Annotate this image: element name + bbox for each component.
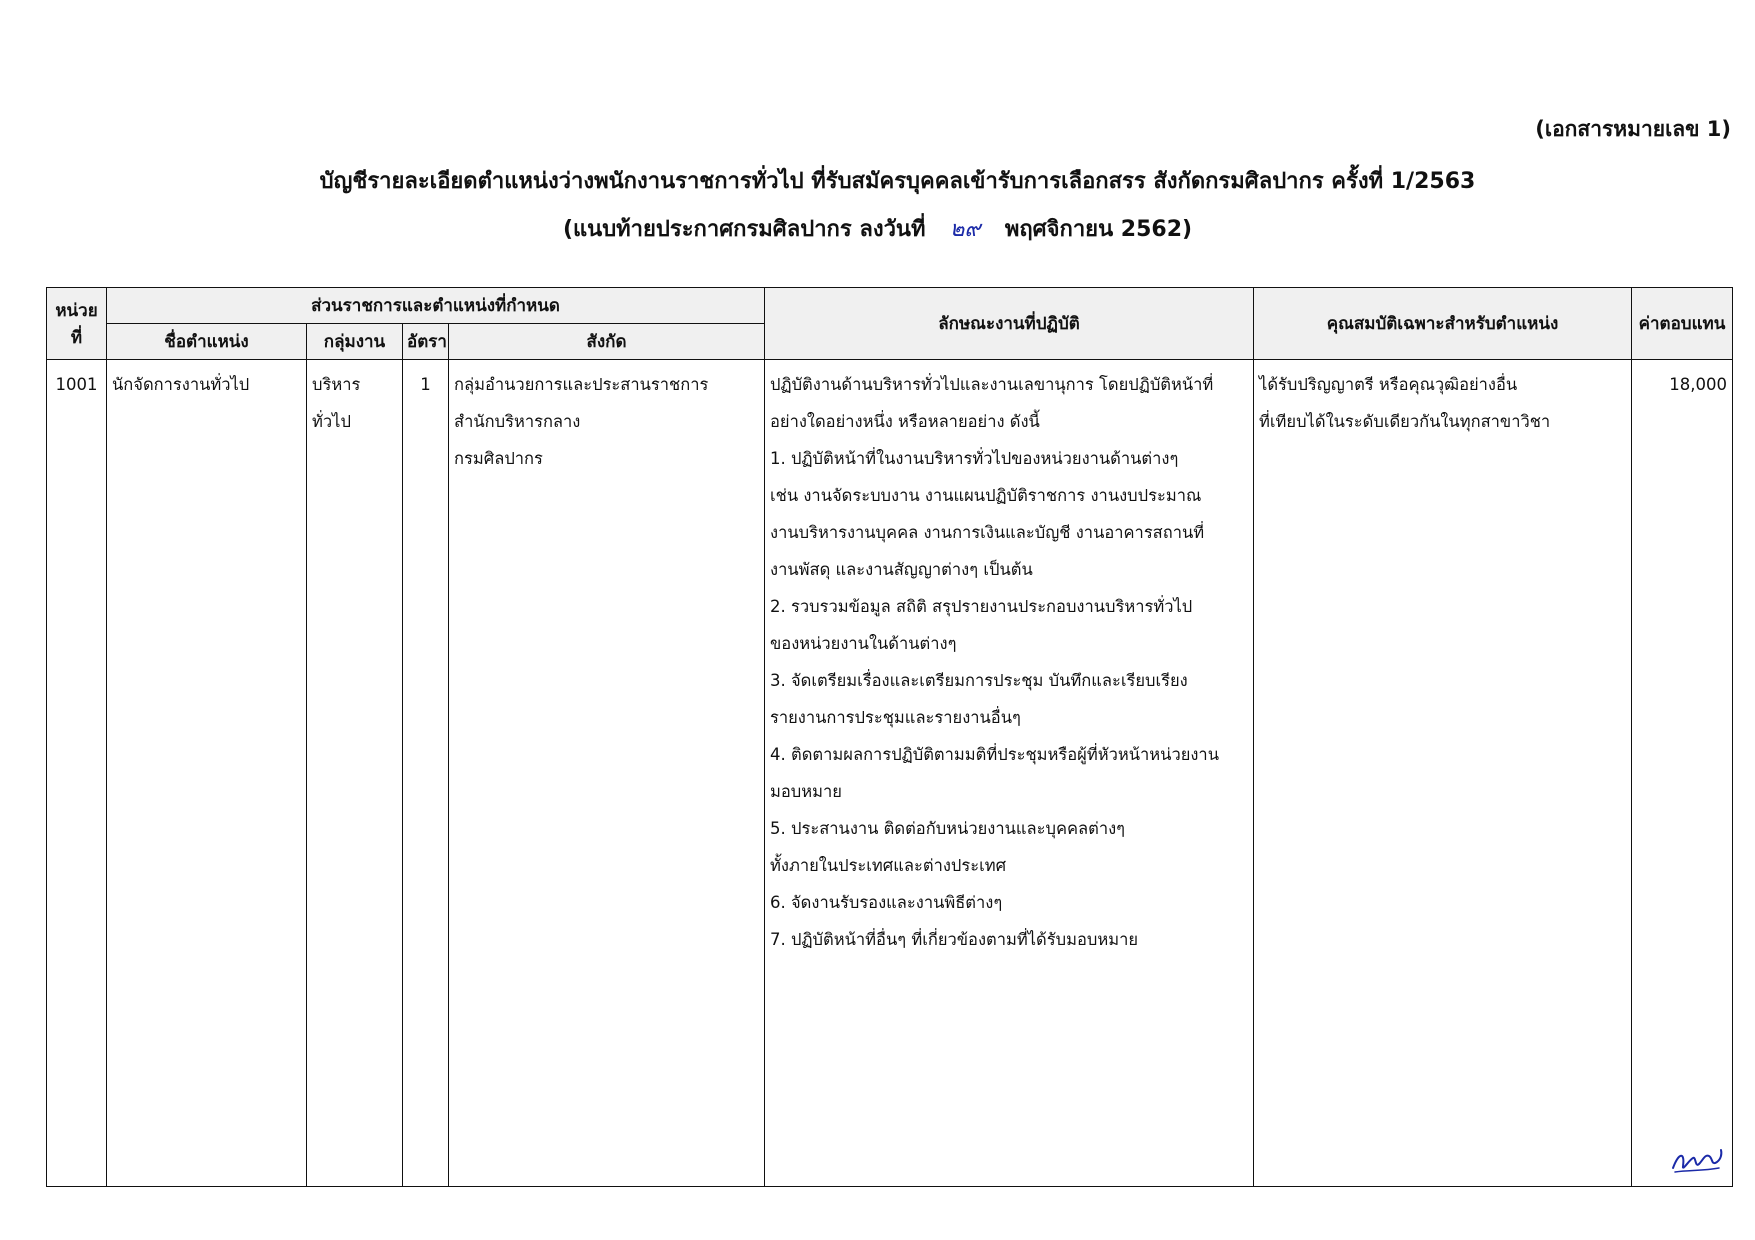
affiliation-line: กรมศิลปากร	[454, 449, 543, 468]
subtitle-suffix: พฤศจิกายน 2562)	[1004, 217, 1193, 242]
table-row	[47, 360, 1733, 1187]
duty-line: 5. ประสานงาน ติดต่อกับหน่วยงานและบุคคลต่างๆ	[770, 819, 1126, 838]
header-group: ส่วนราชการและตำแหน่งที่กำหนด	[107, 288, 765, 324]
duty-line: 4. ติดตามผลการปฏิบัติตามมติที่ประชุมหรือผู้ที่หัวหน้าหน่วยงาน	[770, 745, 1219, 764]
subtitle-prefix: (แนบท้ายประกาศกรมศิลปากร ลงวันที่	[562, 217, 926, 242]
duty-line: เช่น งานจัดระบบงาน งานแผนปฏิบัติราชการ งานงบประมาณ	[770, 486, 1202, 505]
qualifications-cell	[1254, 360, 1632, 1187]
duty-line: อย่างใดอย่างหนึ่ง หรือหลายอย่าง ดังนี้	[770, 412, 1040, 431]
header-affiliation: สังกัด	[449, 324, 765, 360]
duty-line: งานพัสดุ และงานสัญญาต่างๆ เป็นต้น	[770, 560, 1033, 579]
duty-line: งานบริหารงานบุคคล งานการเงินและบัญชี งานอาคารสถานที่	[770, 523, 1205, 542]
qualification-line: ที่เทียบได้ในระดับเดียวกันในทุกสาขาวิชา	[1259, 412, 1551, 431]
duty-line: ทั้งภายในประเทศและต่างประเทศ	[770, 856, 1007, 875]
header-unit-line2: ที่	[70, 327, 83, 348]
handwritten-day: ๒๙	[949, 217, 981, 242]
duty-line: 2. รวบรวมข้อมูล สถิติ สรุปรายงานประกอบงานบริหารทั่วไป	[770, 597, 1193, 616]
compensation-amount: 18,000	[1632, 360, 1733, 1187]
duty-line: 7. ปฏิบัติหน้าที่อื่นๆ ที่เกี่ยวข้องตามที่ได้รับมอบหมาย	[770, 930, 1139, 949]
duty-line: ปฏิบัติงานด้านบริหารทั่วไปและงานเลขานุการ โดยปฏิบัติหน้าที่	[770, 375, 1214, 394]
position-name: นักจัดการงานทั่วไป	[107, 360, 307, 1187]
duty-line: 1. ปฏิบัติหน้าที่ในงานบริหารทั่วไปของหน่วยงานด้านต่างๆ	[770, 449, 1179, 468]
affiliation-line: สำนักบริหารกลาง	[454, 412, 581, 431]
unit-number: 1001	[47, 360, 107, 1187]
page-subtitle	[0, 211, 1755, 246]
duty-line: 6. จัดงานรับรองและงานพิธีต่างๆ	[770, 893, 1003, 912]
header-position: ชื่อตำแหน่ง	[107, 324, 307, 360]
affiliation-line: กลุ่มอำนวยการและประสานราชการ	[454, 375, 709, 394]
duty-line: รายงานการประชุมและรายงานอื่นๆ	[770, 708, 1021, 727]
header-unit-line1: หน่วย	[55, 300, 98, 321]
vacancy-table	[46, 287, 1733, 1187]
work-group: บริหารทั่วไป	[307, 360, 403, 1187]
header-unit	[47, 288, 107, 360]
affiliation-cell	[449, 360, 765, 1187]
header-compensation: ค่าตอบแทน	[1632, 288, 1733, 360]
header-rate: อัตรา	[403, 324, 449, 360]
position-rate: 1	[403, 360, 449, 1187]
header-work-group: กลุ่มงาน	[307, 324, 403, 360]
page-title: บัญชีรายละเอียดตำแหน่งว่างพนักงานราชการทั่วไป ที่รับสมัครบุคคลเข้ารับการเลือกสรร สังกัดกรมศิลปากร ครั้งที่ 1/2563	[319, 169, 1476, 194]
duty-line: ของหน่วยงานในด้านต่างๆ	[770, 634, 957, 653]
duty-line: 3. จัดเตรียมเรื่องและเตรียมการประชุม บันทึกและเรียบเรียง	[770, 671, 1188, 690]
document-number: (เอกสารหมายเลข 1)	[1535, 117, 1731, 141]
handwritten-initials-icon	[1669, 1142, 1725, 1178]
header-duties: ลักษณะงานที่ปฏิบัติ	[765, 288, 1254, 360]
header-qualifications: คุณสมบัติเฉพาะสำหรับตำแหน่ง	[1254, 288, 1632, 360]
duties-cell	[765, 360, 1254, 1187]
duty-line: มอบหมาย	[770, 782, 842, 801]
qualification-line: ได้รับปริญญาตรี หรือคุณวุฒิอย่างอื่น	[1259, 375, 1518, 394]
